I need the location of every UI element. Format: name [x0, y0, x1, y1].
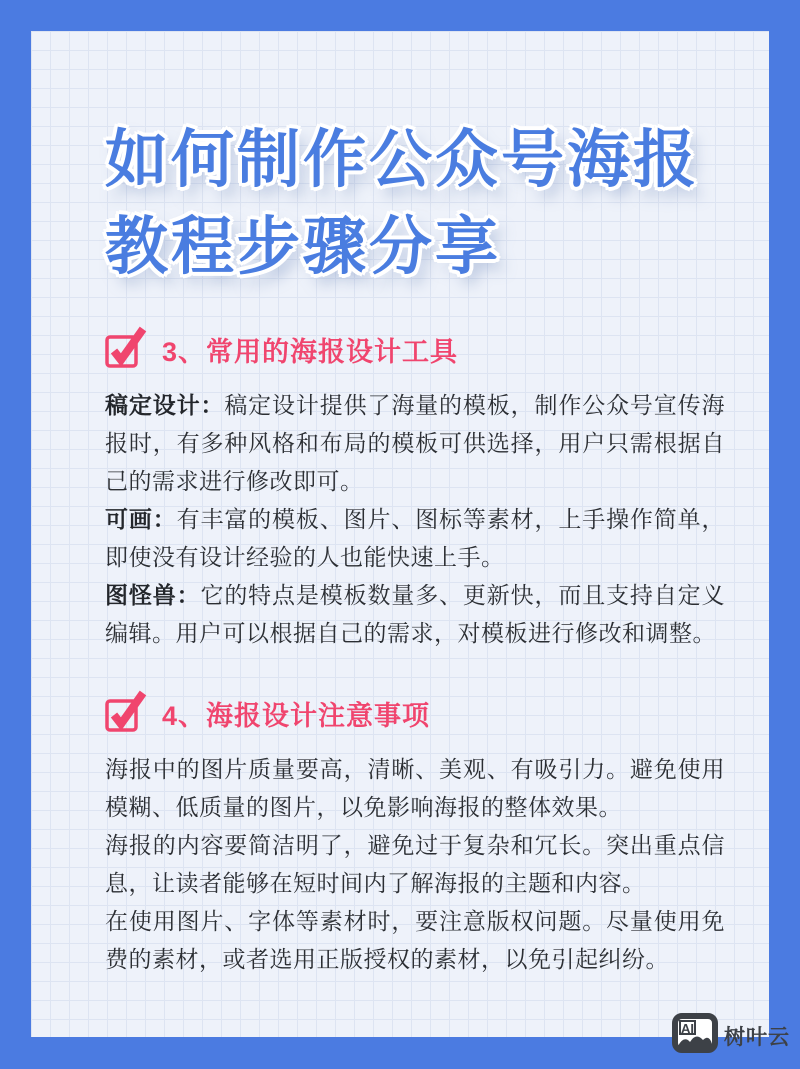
paragraph-kehua: [105, 500, 725, 576]
paragraph-text: 有丰富的模板、图片、图标等素材，上手操作简单，即使没有设计经验的人也能快速上手。: [105, 506, 726, 570]
paper-grid-area: [31, 31, 769, 1037]
section-heading-tools: [105, 324, 725, 369]
paragraph-text: 海报中的图片质量要高，清晰、美观、有吸引力。避免使用模糊、低质量的图片，以免影响海报的整体效果。: [105, 756, 725, 820]
brand-name: 树叶云: [724, 1025, 790, 1049]
paragraph-text: 海报的内容要简洁明了，避免过于复杂和冗长。突出重点信息，让读者能够在短时间内了解海报的主题和内容。: [105, 832, 725, 896]
page-title: [105, 117, 725, 291]
paragraph-lead: 图怪兽：: [105, 582, 201, 608]
paragraph-lead: 稿定设计：: [105, 392, 225, 418]
paragraph-text: 稿定设计提供了海量的模板，制作公众号宣传海报时，有多种风格和布局的模板可供选择，用户只需根据自己的需求进行修改即可。: [105, 392, 726, 494]
checkbox-check-icon: [105, 689, 145, 733]
section-tools-body: [105, 386, 725, 652]
ai-icon-label: AI: [681, 1021, 694, 1036]
checkbox-check-icon: [105, 325, 145, 369]
paragraph-copyright: [105, 902, 725, 978]
page-title-line1: 如何制作公众号海报: [105, 125, 699, 195]
paragraph-concise-content: [105, 826, 725, 902]
content-column: [105, 31, 725, 978]
section-heading-notes: [105, 688, 725, 733]
section-heading-label: 3、常用的海报设计工具: [162, 337, 459, 367]
paragraph-image-quality: [105, 750, 725, 826]
paragraph-text: 它的特点是模板数量多、更新快，而且支持自定义编辑。用户可以根据自己的需求，对模板进行修改和调整。: [105, 582, 726, 646]
page-title-line2: 教程步骤分享: [105, 212, 501, 282]
section-heading-label: 4、海报设计注意事项: [162, 701, 431, 731]
section-notes-body: [105, 750, 725, 978]
watermark-logo: [672, 1013, 790, 1058]
ai-picture-icon: [672, 1013, 718, 1058]
paragraph-gaoding: [105, 386, 725, 500]
paragraph-lead: 可画：: [105, 506, 177, 532]
paragraph-text: 在使用图片、字体等素材时，要注意版权问题。尽量使用免费的素材，或者选用正版授权的素材，以免引起纠纷。: [105, 908, 725, 972]
paragraph-tuguaishou: [105, 576, 725, 652]
